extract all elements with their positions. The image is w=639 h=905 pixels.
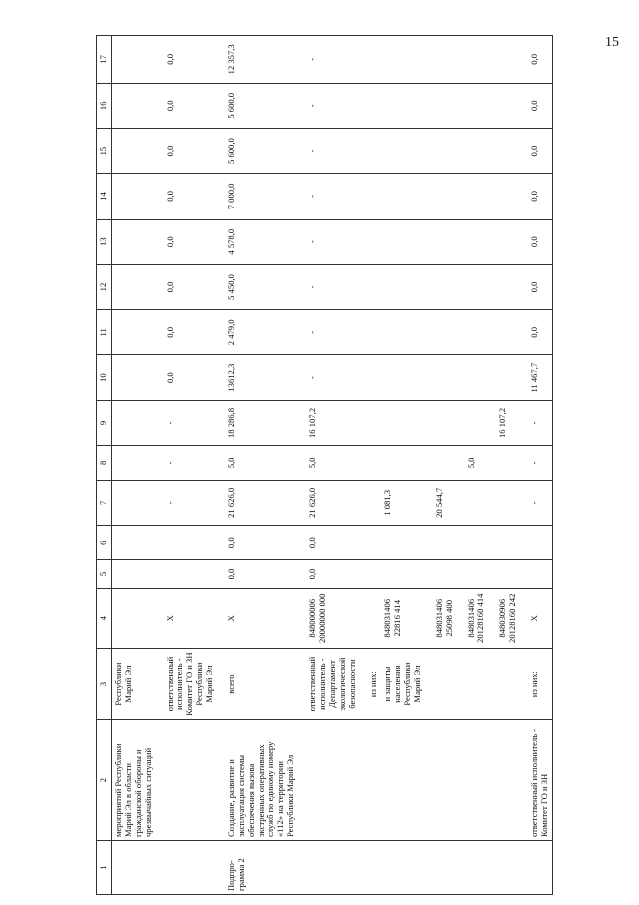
column-header: 7 xyxy=(97,480,112,525)
table-cell: Республики Марий Эл xyxy=(112,648,164,719)
column-header: 12 xyxy=(97,264,112,309)
table-row xyxy=(306,36,367,895)
table-cell xyxy=(381,446,433,481)
table-row xyxy=(465,36,497,895)
table-cell: 848000006 20000000 000 xyxy=(306,588,367,648)
table-cell: 12 357,3 xyxy=(225,36,306,84)
table-cell xyxy=(381,128,433,173)
table-cell xyxy=(496,841,528,895)
page-number: 15 xyxy=(605,35,619,50)
table-cell xyxy=(496,128,528,173)
table-cell xyxy=(112,174,164,219)
rotated-budget-table xyxy=(96,35,639,895)
table-cell: Х xyxy=(225,588,306,648)
table-cell: 5 600,0 xyxy=(225,83,306,128)
table-cell xyxy=(381,525,433,560)
table-cell xyxy=(528,560,552,588)
table-cell xyxy=(433,310,465,355)
table-cell: - xyxy=(164,446,225,481)
table-cell: Х xyxy=(164,588,225,648)
table-cell xyxy=(112,36,164,84)
table-cell: - xyxy=(528,480,552,525)
table-cell xyxy=(496,219,528,264)
table-cell xyxy=(367,560,381,588)
table-cell xyxy=(112,310,164,355)
table-cell xyxy=(496,36,528,84)
table-cell xyxy=(381,400,433,445)
table-row xyxy=(381,36,433,895)
table-cell xyxy=(367,841,381,895)
table-cell xyxy=(465,264,497,309)
table-cell: 21 626,0 xyxy=(225,480,306,525)
table-cell: 2 479,0 xyxy=(225,310,306,355)
table-cell xyxy=(367,264,381,309)
table-cell xyxy=(112,83,164,128)
table-cell: 848031406 22816 414 xyxy=(381,588,433,648)
table-cell: 20 544,7 xyxy=(433,480,465,525)
table-cell xyxy=(496,648,528,719)
table-cell xyxy=(112,841,164,895)
table-cell xyxy=(496,560,528,588)
table-cell xyxy=(465,128,497,173)
table-cell: 0,0 xyxy=(528,219,552,264)
table-cell xyxy=(381,355,433,400)
table-row xyxy=(164,36,225,895)
table-cell: 0,0 xyxy=(225,560,306,588)
column-header-row xyxy=(97,36,112,895)
column-header: 14 xyxy=(97,174,112,219)
table-cell xyxy=(112,588,164,648)
table-row xyxy=(112,36,164,895)
table-cell xyxy=(496,480,528,525)
column-header: 3 xyxy=(97,648,112,719)
table-cell: мероприятий Республики Марий Эл в области гражданской обороны и чрезвычайных ситуаций xyxy=(112,720,164,841)
table-cell: - xyxy=(306,264,367,309)
table-cell: Создание, развитие и эксплуатация системы обеспечения вызова экстренных оперативных служб по единому номеру «112» на территории Республики Марий Эл xyxy=(225,720,306,841)
table-cell: 0,0 xyxy=(306,525,367,560)
table-cell: и защиты населения Республики Марий Эл xyxy=(381,648,433,719)
column-header: 6 xyxy=(97,525,112,560)
table-cell xyxy=(465,400,497,445)
table-cell xyxy=(381,310,433,355)
table-cell: - xyxy=(528,446,552,481)
table-cell xyxy=(112,264,164,309)
table-cell xyxy=(367,174,381,219)
table-cell: - xyxy=(306,83,367,128)
table-cell xyxy=(496,355,528,400)
column-header: 13 xyxy=(97,219,112,264)
table-cell xyxy=(367,310,381,355)
table-cell: 0,0 xyxy=(164,355,225,400)
table-cell xyxy=(528,525,552,560)
column-header: 11 xyxy=(97,310,112,355)
table-cell: 5 600,0 xyxy=(225,128,306,173)
table-cell xyxy=(433,355,465,400)
table-cell xyxy=(306,720,367,841)
table-cell: 5,0 xyxy=(306,446,367,481)
table-cell: из них: xyxy=(528,648,552,719)
table-cell: - xyxy=(306,219,367,264)
table-cell: 21 626,0 xyxy=(306,480,367,525)
table-cell xyxy=(433,525,465,560)
column-header: 5 xyxy=(97,560,112,588)
table-cell: 5,0 xyxy=(225,446,306,481)
table-cell xyxy=(465,355,497,400)
table-cell: 0,0 xyxy=(306,560,367,588)
table-cell: всего xyxy=(225,648,306,719)
column-header: 4 xyxy=(97,588,112,648)
table-row xyxy=(496,36,528,895)
table-cell: - xyxy=(306,36,367,84)
table-cell xyxy=(367,446,381,481)
table-cell: 0,0 xyxy=(528,36,552,84)
table-cell xyxy=(112,355,164,400)
table-cell xyxy=(433,174,465,219)
budget-table xyxy=(96,35,553,895)
table-cell xyxy=(112,219,164,264)
table-cell: 18 286,8 xyxy=(225,400,306,445)
table-row xyxy=(433,36,465,895)
column-header: 2 xyxy=(97,720,112,841)
table-cell xyxy=(465,83,497,128)
table-cell xyxy=(367,219,381,264)
table-cell xyxy=(433,36,465,84)
table-cell: 0,0 xyxy=(528,128,552,173)
table-cell xyxy=(381,83,433,128)
table-cell xyxy=(381,560,433,588)
table-cell xyxy=(381,264,433,309)
table-cell: ответственный исполнитель - Департамент экологической безопасности xyxy=(306,648,367,719)
table-cell xyxy=(367,83,381,128)
table-cell: - xyxy=(306,174,367,219)
table-cell xyxy=(433,720,465,841)
table-cell xyxy=(367,400,381,445)
table-cell: 7 000,0 xyxy=(225,174,306,219)
table-cell: 0,0 xyxy=(164,264,225,309)
table-cell xyxy=(112,128,164,173)
table-cell: 0,0 xyxy=(225,525,306,560)
table-cell: 16 107,2 xyxy=(496,400,528,445)
table-cell xyxy=(367,720,381,841)
table-cell: 0,0 xyxy=(164,219,225,264)
table-cell xyxy=(465,480,497,525)
table-cell xyxy=(433,446,465,481)
table-cell xyxy=(367,525,381,560)
table-cell xyxy=(164,560,225,588)
table-cell: 0,0 xyxy=(164,83,225,128)
table-cell xyxy=(433,841,465,895)
table-cell xyxy=(465,219,497,264)
table-cell: - xyxy=(306,355,367,400)
table-cell xyxy=(164,525,225,560)
table-cell xyxy=(496,264,528,309)
table-cell xyxy=(433,219,465,264)
table-cell xyxy=(433,264,465,309)
table-cell: 0,0 xyxy=(528,83,552,128)
table-cell: - xyxy=(528,400,552,445)
column-header: 16 xyxy=(97,83,112,128)
table-cell xyxy=(367,36,381,84)
table-cell xyxy=(465,310,497,355)
table-cell: - xyxy=(164,480,225,525)
table-cell xyxy=(496,310,528,355)
table-cell xyxy=(433,128,465,173)
table-row xyxy=(528,36,552,895)
table-cell xyxy=(433,648,465,719)
table-cell: 0,0 xyxy=(528,174,552,219)
table-cell xyxy=(433,400,465,445)
table-cell: - xyxy=(164,400,225,445)
table-cell xyxy=(112,446,164,481)
table-cell xyxy=(465,174,497,219)
table-cell: - xyxy=(306,128,367,173)
table-row xyxy=(367,36,381,895)
table-cell xyxy=(306,841,367,895)
table-cell: ответственный исполнитель - Комитет ГО и ЗН xyxy=(528,720,552,841)
table-cell: 848031406 20128160 414 xyxy=(465,588,497,648)
table-cell: 16 107,2 xyxy=(306,400,367,445)
table-cell xyxy=(112,400,164,445)
table-cell xyxy=(367,480,381,525)
table-cell: ответственный исполнитель - Комитет ГО и ЗН Республики Марий Эл xyxy=(164,648,225,719)
table-cell xyxy=(465,720,497,841)
table-cell xyxy=(367,588,381,648)
table-cell xyxy=(496,446,528,481)
column-header: 10 xyxy=(97,355,112,400)
table-cell xyxy=(465,841,497,895)
table-cell: 0,0 xyxy=(528,264,552,309)
table-cell xyxy=(367,128,381,173)
column-header: 15 xyxy=(97,128,112,173)
table-cell xyxy=(465,525,497,560)
table-cell xyxy=(164,720,225,841)
table-cell: - xyxy=(306,310,367,355)
table-cell xyxy=(381,720,433,841)
table-cell xyxy=(465,36,497,84)
table-cell xyxy=(496,720,528,841)
table-cell xyxy=(433,560,465,588)
table-cell xyxy=(465,560,497,588)
table-cell xyxy=(112,480,164,525)
table-cell xyxy=(433,83,465,128)
table-cell: 0,0 xyxy=(164,128,225,173)
column-header: 9 xyxy=(97,400,112,445)
table-cell xyxy=(367,355,381,400)
table-cell: 848030906 20128160 242 xyxy=(496,588,528,648)
table-cell xyxy=(465,648,497,719)
column-header: 8 xyxy=(97,446,112,481)
table-cell: 0,0 xyxy=(164,310,225,355)
table-row xyxy=(225,36,306,895)
table-cell: из них: xyxy=(367,648,381,719)
table-cell xyxy=(381,36,433,84)
table-cell: Подпро-грамма 2 xyxy=(225,841,306,895)
table-cell: 11 467,7 xyxy=(528,355,552,400)
table-cell: 5,0 xyxy=(465,446,497,481)
table-cell: 1 081,3 xyxy=(381,480,433,525)
table-cell xyxy=(381,841,433,895)
table-cell: 0,0 xyxy=(164,174,225,219)
table-cell: 5 450,0 xyxy=(225,264,306,309)
table-cell xyxy=(496,525,528,560)
table-cell xyxy=(496,83,528,128)
table-cell xyxy=(381,174,433,219)
table-cell xyxy=(112,560,164,588)
table-cell xyxy=(164,841,225,895)
table-cell xyxy=(528,841,552,895)
table-cell: 4 578,0 xyxy=(225,219,306,264)
table-cell: 13612,3 xyxy=(225,355,306,400)
column-header: 1 xyxy=(97,841,112,895)
table-cell: 0,0 xyxy=(528,310,552,355)
table-cell: 848031406 25098 400 xyxy=(433,588,465,648)
table-cell xyxy=(496,174,528,219)
table-cell: 0,0 xyxy=(164,36,225,84)
column-header: 17 xyxy=(97,36,112,84)
table-cell xyxy=(112,525,164,560)
table-cell xyxy=(381,219,433,264)
table-cell: Х xyxy=(528,588,552,648)
